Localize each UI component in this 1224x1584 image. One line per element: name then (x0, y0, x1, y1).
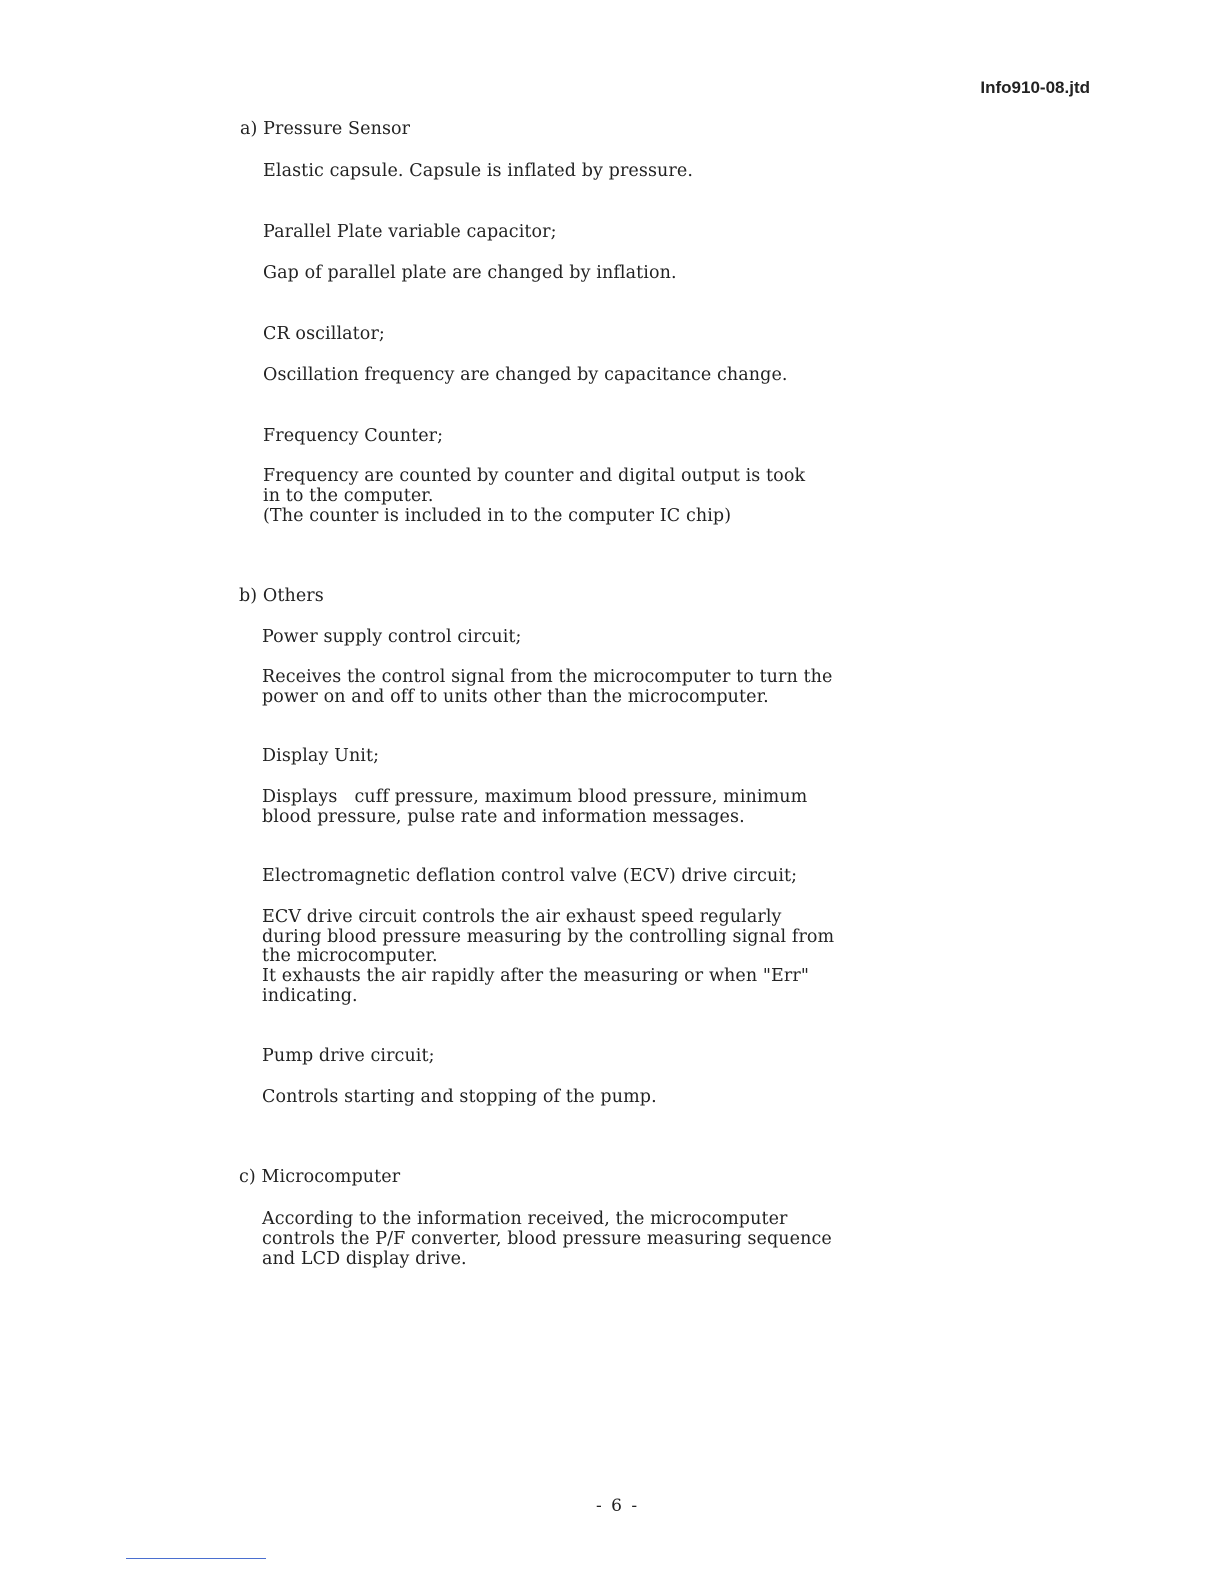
text-line: during blood pressure measuring by the controlling signal from (262, 927, 835, 947)
text-line: Power supply control circuit; (262, 627, 522, 647)
text-line: Frequency Counter; (263, 426, 444, 446)
text-line: Electromagnetic deflation control valve (ECV) drive circuit; (262, 866, 798, 886)
text-line: indicating. (262, 986, 358, 1006)
text-line: controls the P/F converter, blood pressure measuring sequence (262, 1229, 832, 1249)
text-line: Controls starting and stopping of the pump. (262, 1087, 657, 1107)
text-line: Gap of parallel plate are changed by inflation. (263, 263, 677, 283)
text-line: Pump drive circuit; (262, 1046, 435, 1066)
text-line: and LCD display drive. (262, 1249, 467, 1269)
text-line: power on and off to units other than the microcomputer. (262, 687, 769, 707)
footer-divider (126, 1558, 266, 1559)
text-line: Elastic capsule. Capsule is inflated by pressure. (263, 161, 694, 181)
text-line: (The counter is included in to the computer IC chip) (263, 506, 732, 526)
text-line: Receives the control signal from the microcomputer to turn the (262, 667, 833, 687)
text-line: According to the information received, the microcomputer (262, 1209, 788, 1229)
text-line: CR oscillator; (263, 324, 385, 344)
text-line: ECV drive circuit controls the air exhaust speed regularly (262, 907, 782, 927)
document-file-id: Info910-08.jtd (980, 78, 1090, 97)
section-heading-others: b) Others (239, 586, 324, 606)
text-line: It exhausts the air rapidly after the measuring or when "Err" (262, 966, 809, 986)
text-line: Displays cuff pressure, maximum blood pressure, minimum (262, 787, 808, 807)
text-line: the microcomputer. (262, 946, 438, 966)
text-line: in to the computer. (263, 486, 434, 506)
text-line: Frequency are counted by counter and digital output is took (263, 466, 806, 486)
text-line: Display Unit; (262, 746, 380, 766)
section-heading-pressure-sensor: a) Pressure Sensor (240, 119, 411, 139)
text-line: blood pressure, pulse rate and information messages. (262, 807, 745, 827)
page-number: - 6 - (596, 1496, 640, 1516)
text-line: Parallel Plate variable capacitor; (263, 222, 557, 242)
text-line: Oscillation frequency are changed by capacitance change. (263, 365, 788, 385)
section-heading-microcomputer: c) Microcomputer (239, 1167, 401, 1187)
